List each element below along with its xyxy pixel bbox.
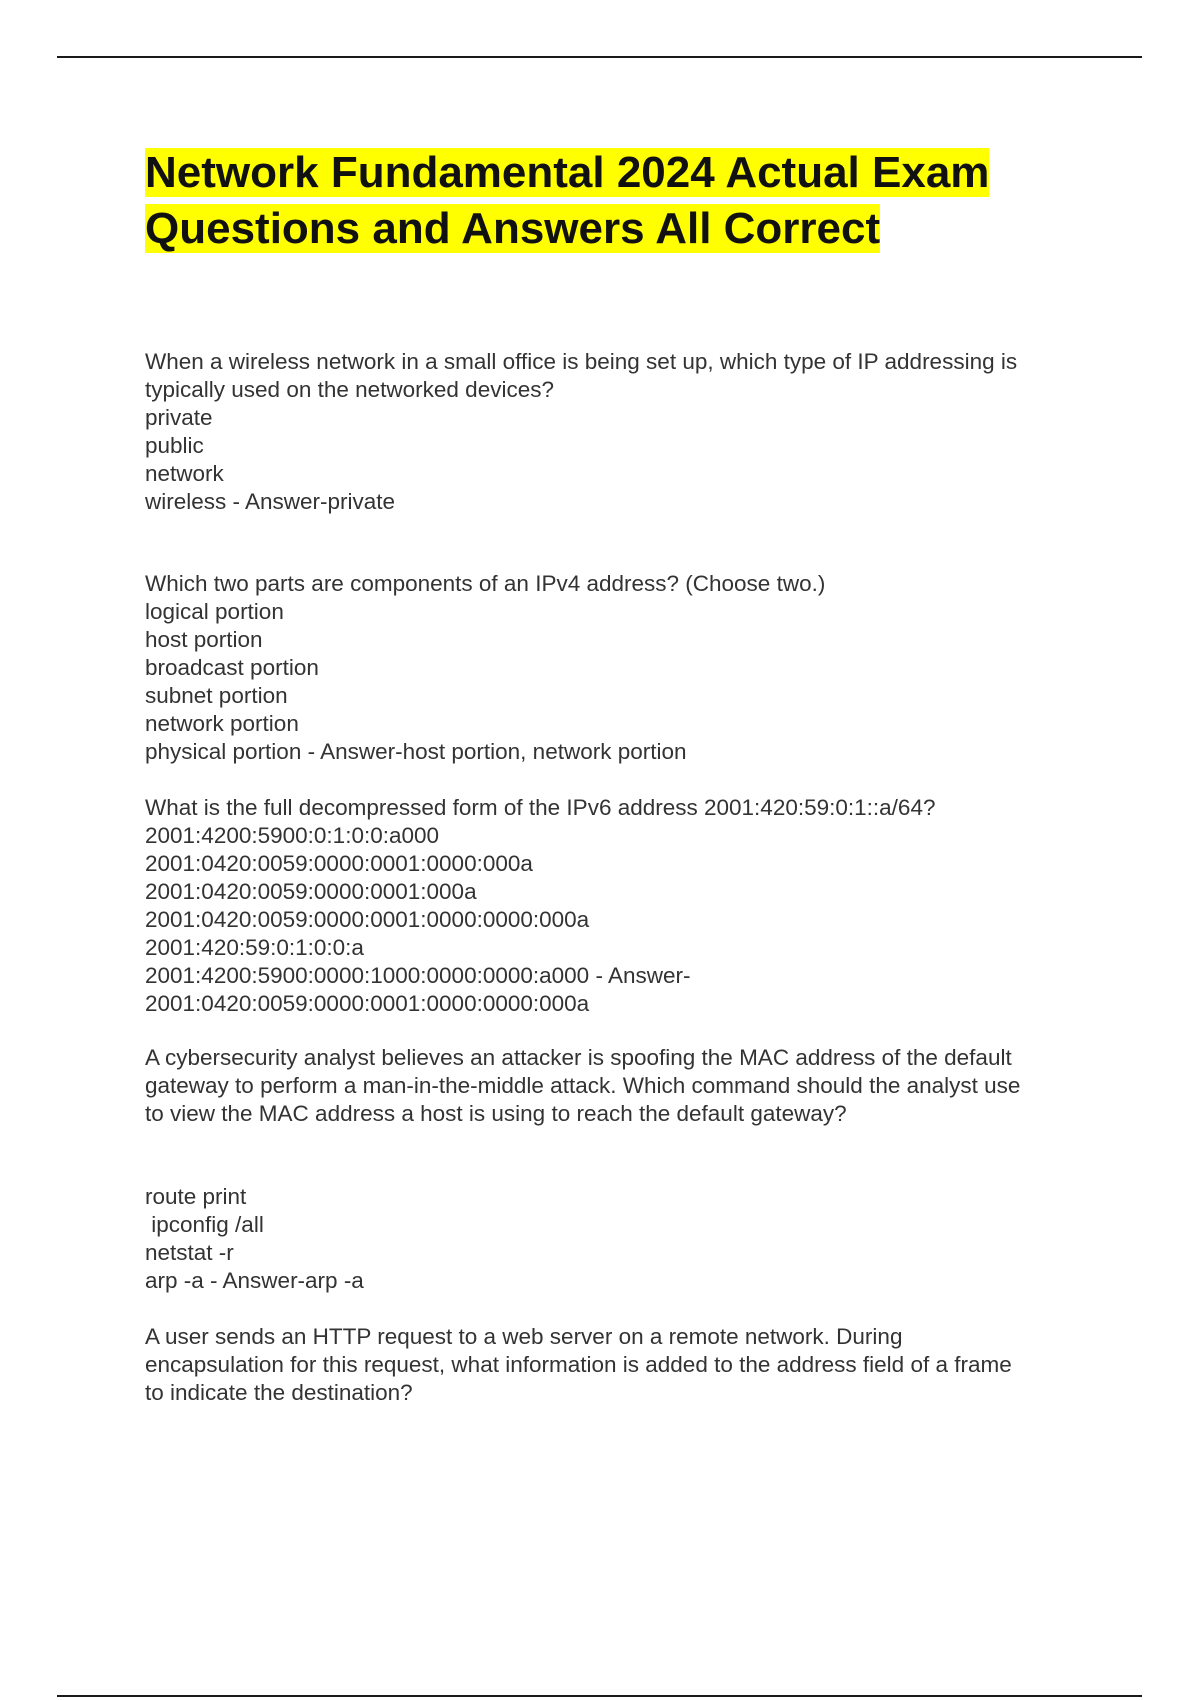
question-1-line: When a wireless network in a small office is being set up, which type of IP addressing is	[145, 349, 1018, 374]
question-2-line: Which two parts are components of an IPv4 address? (Choose two.)	[145, 571, 826, 596]
question-3-answer: 2001:0420:0059:0000:0001:0000:0000:000a	[145, 991, 590, 1016]
question-2-answer: physical portion - Answer-host portion, network portion	[145, 739, 687, 764]
question-1-option: private	[145, 405, 213, 430]
question-5-line: to indicate the destination?	[145, 1380, 413, 1405]
question-3-option: 2001:420:59:0:1:0:0:a	[145, 935, 364, 960]
question-4-answer: arp -a - Answer-arp -a	[145, 1268, 364, 1293]
question-1-line: typically used on the networked devices?	[145, 377, 554, 402]
question-2-option: subnet portion	[145, 683, 288, 708]
document-title-text: Network Fundamental 2024 Actual Exam Questions and Answers All Correct	[145, 148, 990, 253]
question-2-option: host portion	[145, 627, 263, 652]
question-2-option: logical portion	[145, 599, 284, 624]
question-1-answer: wireless - Answer-private	[145, 489, 396, 514]
question-4-option: route print	[145, 1184, 247, 1209]
question-2-option: broadcast portion	[145, 655, 319, 680]
question-2	[145, 570, 1095, 766]
question-4-line: A cybersecurity analyst believes an attacker is spoofing the MAC address of the default	[145, 1045, 1012, 1070]
question-3-answer: 2001:4200:5900:0000:1000:0000:0000:a000 - Answer-	[145, 963, 691, 988]
question-1-option: public	[145, 433, 204, 458]
question-3-option: 2001:0420:0059:0000:0001:000a	[145, 879, 477, 904]
question-4-options	[145, 1183, 1095, 1295]
question-5-line: encapsulation for this request, what information is added to the address field of a frame	[145, 1352, 1012, 1377]
question-4-option: ipconfig /all	[145, 1212, 264, 1237]
top-divider	[57, 56, 1142, 58]
question-5-line: A user sends an HTTP request to a web server on a remote network. During	[145, 1324, 903, 1349]
question-1-option: network	[145, 461, 224, 486]
question-3-line: What is the full decompressed form of the IPv6 address 2001:420:59:0:1::a/64?	[145, 795, 936, 820]
document-title	[145, 145, 1095, 257]
bottom-divider	[57, 1695, 1142, 1697]
question-4-line: to view the MAC address a host is using to reach the default gateway?	[145, 1101, 847, 1126]
question-4	[145, 1044, 1095, 1128]
question-3-option: 2001:0420:0059:0000:0001:0000:000a	[145, 851, 533, 876]
question-3-option: 2001:4200:5900:0:1:0:0:a000	[145, 823, 440, 848]
question-3	[145, 794, 1095, 1018]
question-4-option: netstat -r	[145, 1240, 234, 1265]
question-3-option: 2001:0420:0059:0000:0001:0000:0000:000a	[145, 907, 590, 932]
question-2-option: network portion	[145, 711, 299, 736]
question-4-line: gateway to perform a man-in-the-middle attack. Which command should the analyst use	[145, 1073, 1021, 1098]
question-1	[145, 348, 1095, 516]
question-5	[145, 1323, 1095, 1407]
